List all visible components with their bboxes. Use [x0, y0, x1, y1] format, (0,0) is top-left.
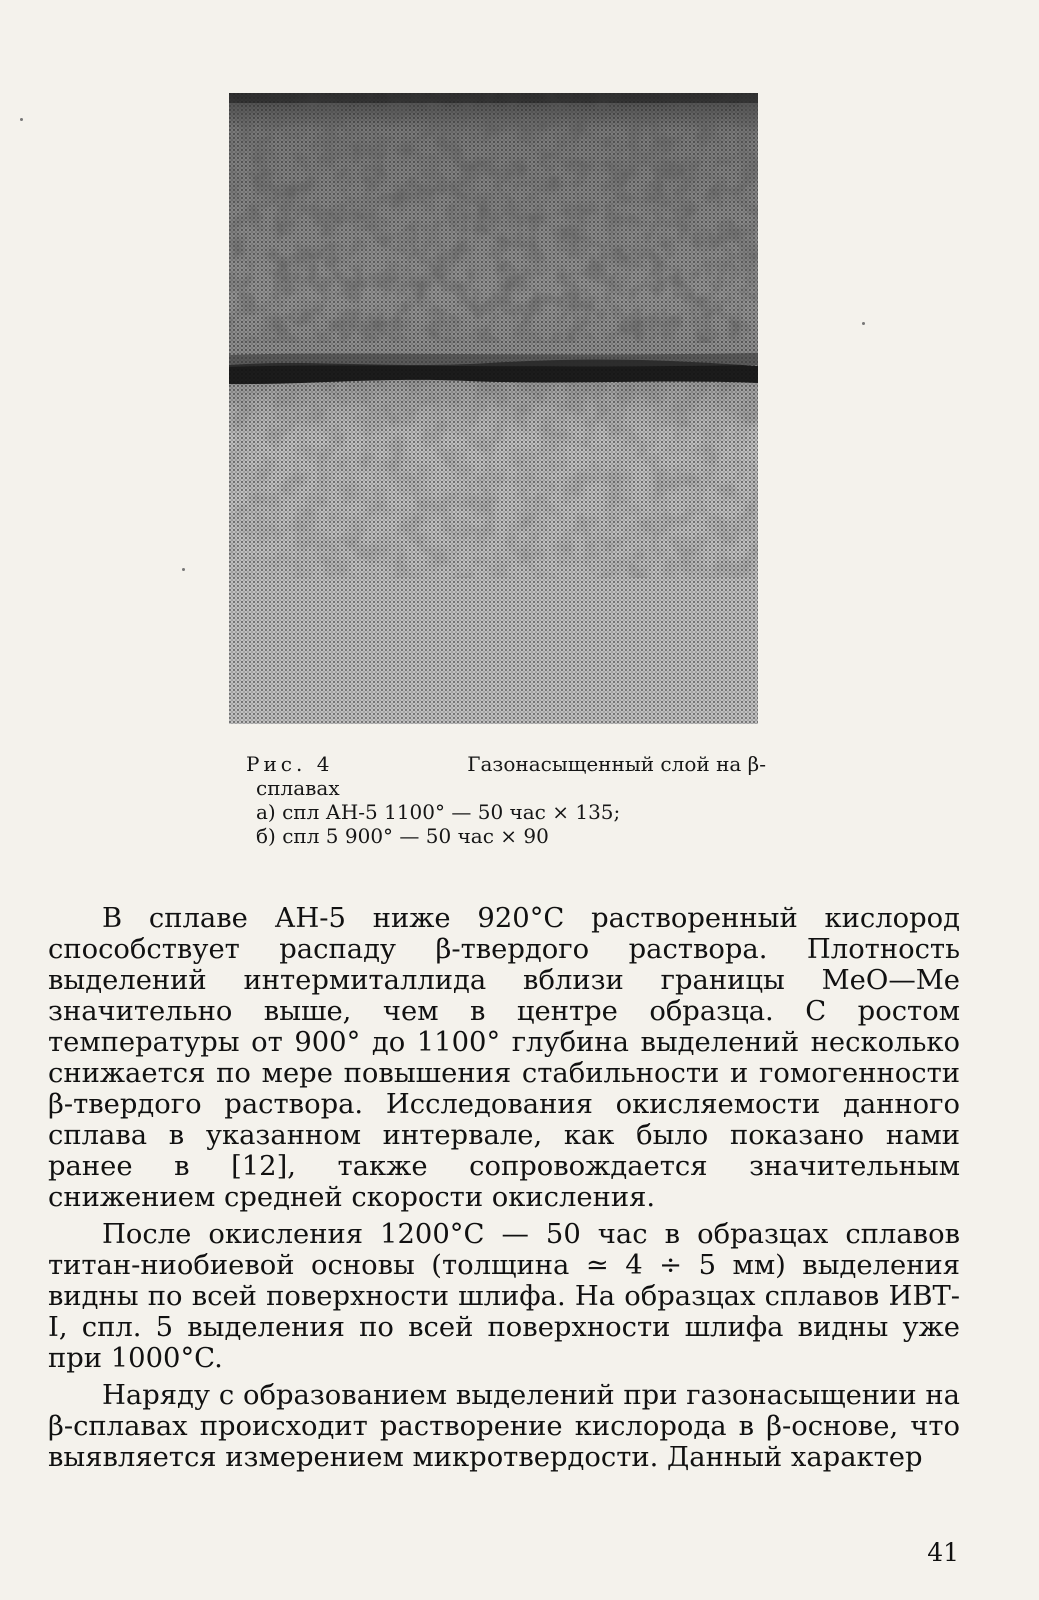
- figure-title: Газонасыщенный слой на β-: [467, 752, 766, 776]
- figure-caption: [246, 752, 766, 848]
- micrograph-figure: [229, 93, 758, 724]
- paragraph: В сплаве АН-5 ниже 920°C растворенный кислород способствует распаду β-твердого раствора. Плотность выделений интермиталлида вблизи границы MeO—Me значительно выше, чем в центре образца. С ростом температуры от 900° до 1100° глубина выделений несколько снижается по мере повышения стабильности и гомогенности β-твердого раствора. Исследования окисляемости данного сплава в указанном интервале, как было показано нами ранее в [12], также сопровождается значительным снижением средней скорости окисления.: [48, 903, 960, 1213]
- caption-header: [246, 752, 766, 776]
- dust-speck: [20, 118, 23, 121]
- paragraph: Наряду с образованием выделений при газонасыщении на β-сплавах происходит растворение кислорода в β-основе, что выявляется измерением микротвердости. Данный характер: [48, 1380, 960, 1473]
- page-number: 41: [927, 1538, 959, 1567]
- dust-speck: [182, 568, 185, 571]
- figure-title-continuation: сплавах: [256, 776, 340, 800]
- micrograph-image: [229, 93, 758, 724]
- figure-label: Рис. 4: [246, 752, 334, 776]
- caption-line-b: б) спл 5 900° — 50 час × 90: [256, 824, 549, 848]
- dust-speck: [862, 322, 865, 325]
- paragraph: После окисления 1200°C — 50 час в образцах сплавов титан-ниобиевой основы (толщина ≃ 4 ÷ 5 мм) выделения видны по всей поверхности шлифа. На образцах сплавов ИВТ-I, спл. 5 выделения по всей поверхности шлифа видны уже при 1000°C.: [48, 1219, 960, 1374]
- caption-line-a: а) спл АН-5 1100° — 50 час × 135;: [256, 800, 621, 824]
- body-text: [48, 903, 960, 1479]
